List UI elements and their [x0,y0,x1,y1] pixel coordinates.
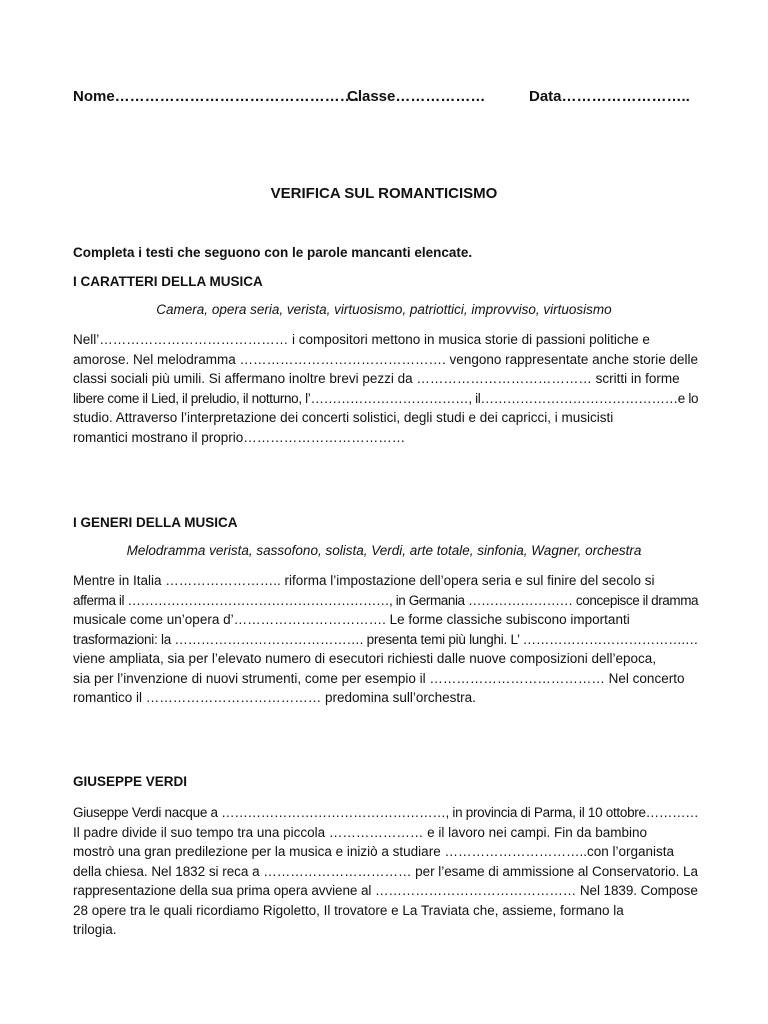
instructions: Completa i testi che seguono con le parole mancanti elencate. [73,245,473,260]
wordbank-caratteri: Camera, opera seria, verista, virtuosismo, patriottici, improvviso, virtuosismo [156,302,612,317]
paragraph-generi [73,571,698,708]
section-heading-caratteri: I CARATTERI DELLA MUSICA [73,274,263,289]
paragraph-line: mostrò una gran predilezione per la musica e iniziò a studiare …………………………..con l’organista [73,844,675,859]
paragraph-line: trasformazioni: la ……………………………………. presenta temi più lunghi. L’ ……………………………….… [73,631,699,647]
paragraph-line: libere come il Lied, il preludio, il notturno, l’………………………………, il………………………………………e lo [73,390,699,406]
paragraph-line: Giuseppe Verdi nacque a ……………………………………………, in provincia di Parma, il 10 ottobre………… [73,805,699,820]
section-heading-generi: I GENERI DELLA MUSICA [73,515,238,530]
paragraph-line: romantico il ………………………………… predomina sull’orchestra. [73,690,476,705]
paragraph-caratteri [73,330,698,447]
paragraph-line: rappresentazione della sua prima opera avviene al ……………………………………… Nel 1839. Compose [73,883,698,898]
paragraph-line: della chiesa. Nel 1832 si reca a …………………………… per l’esame di ammissione al Conservatorio. La [73,863,698,879]
paragraph-line: Nell’…………………………………… i compositori mettono in musica storie di passioni politiche e [73,332,650,347]
wordbank-generi: Melodramma verista, sassofono, solista, Verdi, arte totale, sinfonia, Wagner, orchestra [126,543,642,558]
paragraph-line: classi sociali più umili. Si affermano inoltre brevi pezzi da ………………………………… scritti in forme [73,371,680,386]
date-field: Data…………………….. [529,88,690,105]
paragraph-line: amorose. Nel melodramma ………………………………………. vengono rappresentate anche storie delle [73,351,698,367]
paragraph-line: viene ampliata, sia per l’elevato numero di esecutori richiesti dalle nuove composizioni dell’epoca, [73,651,657,666]
name-field: Nome…………………………………………. [73,88,359,105]
paragraph-line: Il padre divide il suo tempo tra una piccola ………………… e il lavoro nei campi. Fin da bambino [73,824,648,840]
class-field: Classe……………… [347,88,486,105]
paragraph-line: afferma il ……………………………………………………, in Germania …………………… concepisce il dramma [73,592,699,608]
paragraph-line: romantici mostrano il proprio……………………………… [73,429,406,445]
paragraph-line: trilogia. [73,922,117,937]
paragraph-line: musicale come un’opera d’……………………………. Le forme classiche subiscono importanti [73,612,630,627]
paragraph-line: Mentre in Italia …………………….. riforma l’impostazione dell’opera seria e sul finire del secolo si [73,573,655,588]
page-title: VERIFICA SUL ROMANTICISMO [270,185,498,202]
paragraph-line: 28 opere tra le quali ricordiamo Rigoletto, Il trovatore e La Traviata che, assieme, formano la [73,902,624,918]
paragraph-verdi [73,803,698,940]
section-heading-verdi: GIUSEPPE VERDI [73,774,188,789]
paragraph-line: studio. Attraverso l’interpretazione dei concerti solistici, degli studi e dei capricci, i musicisti [73,410,614,425]
paragraph-line: sia per l’invenzione di nuovi strumenti, come per esempio il ………………………………… Nel concerto [73,670,685,686]
